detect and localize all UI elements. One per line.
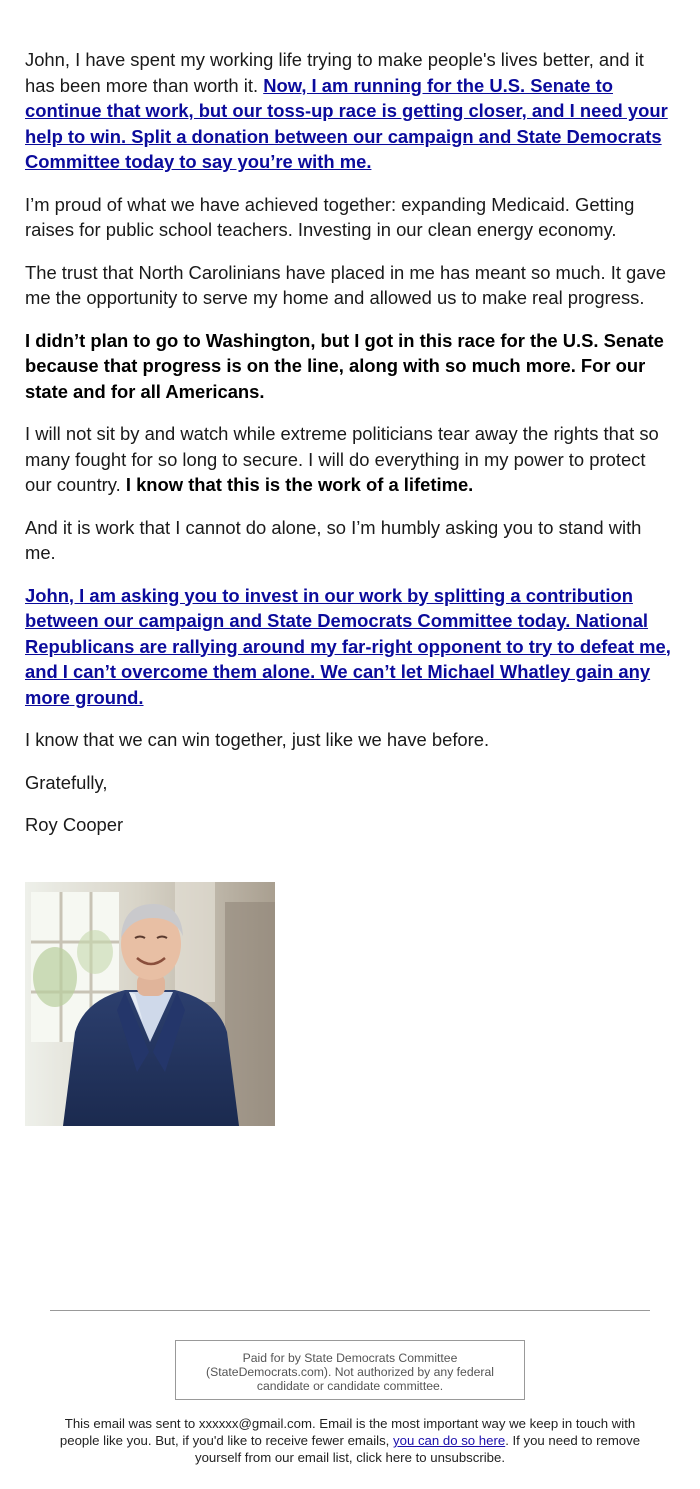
email-body [25,47,675,855]
unsubscribe-link[interactable]: click here to unsubscribe [356,1450,502,1465]
recipient-email: xxxxxx@gmail.com [198,1416,312,1431]
closing-line: Gratefully, [25,771,108,793]
signature-name: Roy Cooper [25,814,124,835]
footer-divider [50,1310,650,1311]
intro-text: John, I have spent my working life trying to make people's lives better, and it has been more than worth it. [25,49,644,96]
donate-link-2[interactable]: John, I am asking you to invest in our work by splitting a contribution between our campaign and State Democrats Committee today. National Republicans are rallying around my far-right opponent to try to defeat me, and I can’t overcome them alone. We can’t let Michael Whatley gain any more ground. [25,584,671,708]
lifetime-bold-text: I know that this is the work of a lifetime. [125,474,474,495]
paid-for-disclaimer: Paid for by State Democrats Committee (StateDemocrats.com). Not authorized by any federal candidate or candidate committee. [175,1340,525,1400]
paragraph-trust: The trust that North Carolinians have placed in me has meant so much. It gave me the opportunity to serve my home and allowed us to make real progress. [25,261,666,308]
footer-sent-end: . If you need to remove yourself from our email list, [194,1433,641,1465]
footer-final-period: . [501,1450,506,1465]
candidate-portrait [25,882,275,1126]
rights-text: I will not sit by and watch while extreme politicians tear away the rights that so many fought for so long to secure. I will do everything in my power to protect our country. [25,423,659,495]
donate-link-1[interactable]: Now, I am running for the U.S. Senate to continue that work, but our toss-up race is getting closer, and I need your help to win. Split a donation between our campaign and State Democrats Committee today to say you’re with me. [25,74,668,172]
footer-sent-prefix: This email was sent to [64,1416,199,1431]
email-footer [50,1415,650,1466]
paragraph-win-together: I know that we can win together, just like we have before. [25,729,490,750]
footer-sent-middle: . Email is the most important way we keep in touch with people like you. But, if you'd like to receive fewer emails, [59,1416,636,1448]
paragraph-achievements: I’m proud of what we have achieved together: expanding Medicaid. Getting raises for public school teachers. Investing in our clean energy economy. [25,193,635,240]
paragraph-washington [25,328,675,405]
paragraph-intro [25,47,675,175]
paragraph-rights [25,421,675,498]
paragraph-invest [25,583,675,711]
fewer-emails-link[interactable]: you can do so here [393,1433,506,1448]
washington-bold-text: I didn’t plan to go to Washington, but I got in this race for the U.S. Senate because that progress is on the line, along with so much more. For our state and for all Americans. [25,329,664,402]
paragraph-stand-with-me: And it is work that I cannot do alone, so I’m humbly asking you to stand with me. [25,516,642,563]
